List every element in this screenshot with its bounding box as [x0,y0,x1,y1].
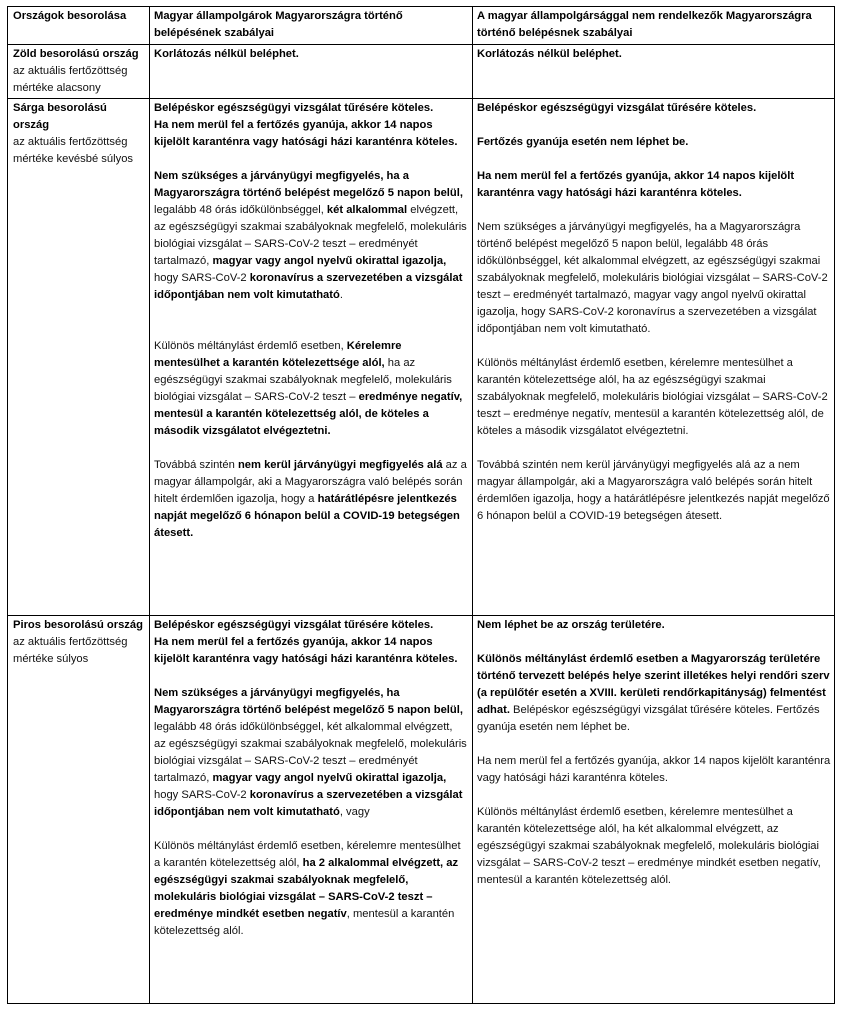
header-cell-noncitizens [472,8,836,42]
red-country-desc: az aktuális fertőzöttség mértéke súlyos [13,636,128,665]
header-noncitizens: A magyar állampolgársággal nem rendelkezők Magyarországra történő belépésnek szabályai [477,10,812,39]
red-noncitizens-p4: Különös méltánylást érdemlő esetben, kérelemre mentesülhet a karantén kötelezettsége alól, ha két alkalommal elvégzett, az egészségügyi szakmai szabályoknak megfelelő, molekuláris biológiai vizsgálat – SARS-CoV-2 teszt – eredménye mindkét esetben negatív, mentesül a karantén kötelezettség alól. [477,806,821,886]
red-citizens-p3: Nem szükséges a járványügyi megfigyelés, ha Magyarországra történő belépést megelőző 5 napon belül, legalább 48 órás időkülönbséggel, két alkalommal elvégzett, az egészségügyi szakmai szabályoknak megfelelő, molekuláris biológiai vizsgálat – SARS-CoV-2 teszt – eredményét tartalmazó, magyar vagy angol nyelvű okirattal igazolja, hogy SARS-CoV-2 koronavírus a szervezetében a vizsgálat időpontjában nem volt kimutatható, vagy [154,687,467,818]
yellow-noncitizens-p2: Fertőzés gyanúja esetén nem léphet be. [477,136,689,148]
yellow-citizens-p2: Ha nem merül fel a fertőzés gyanúja, akkor 14 napos kijelölt karanténra vagy hatósági házi karanténra köteles. [154,119,458,148]
yellow-noncitizens-cell [472,100,836,525]
red-country-name: Piros besorolású ország [13,619,143,631]
rules-table [7,6,835,1004]
row-divider [8,44,834,45]
red-citizens-p4: Különös méltánylást érdemlő esetben, kérelemre mentesülhet a karantén kötelezettség alól, ha 2 alkalommal elvégzett, az egészségügyi szakmai szabályoknak megfelelő, molekuláris biológiai vizsgálat – SARS-CoV-2 teszt – eredménye mindkét esetben negatív, mentesül a karantén kötelezettség alól. [154,840,461,937]
red-citizens-cell [149,617,472,940]
red-citizens-p1: Belépéskor egészségügyi vizsgálat tűrésére köteles. [154,619,434,631]
header-cell-citizens [149,8,472,42]
red-country-cell [8,617,149,668]
green-citizens-cell [149,46,472,63]
red-noncitizens-p3: Ha nem merül fel a fertőzés gyanúja, akkor 14 napos kijelölt karanténra vagy hatósági házi karanténra köteles. [477,755,831,784]
yellow-noncitizens-p5: Különös méltánylást érdemlő esetben, kérelemre mentesülhet a karantén kötelezettsége alól, ha az egészségügyi szakmai szabályoknak megfelelő, molekuláris biológiai vizsgálat – SARS-CoV-2 teszt – eredménye negatív, mentesül a karantén kötelezettség alól, de köteles a második vizsgálatot elvégeztetni. [477,357,828,437]
yellow-noncitizens-p6: Továbbá szintén nem kerül járványügyi megfigyelés alá az a nem magyar állampolgár, aki a Magyarországra való belépés során hitelt érdemlően igazolja, hogy a határátlépésre jelentkezés napját megelőző 6 hónapon belül a COVID-19 betegségen átesett. [477,459,830,522]
green-noncitizens-cell [472,46,836,63]
green-citizens-rule: Korlátozás nélkül beléphet. [154,48,299,60]
yellow-citizens-p1: Belépéskor egészségügyi vizsgálat tűrésére köteles. [154,102,434,114]
yellow-country-cell [8,100,149,168]
yellow-citizens-p4: Különös méltánylást érdemlő esetben, Kérelemre mentesülhet a karantén kötelezettsége alól, ha az egészségügyi szakmai szabályoknak megfelelő, molekuláris biológiai vizsgálat – SARS-CoV-2 teszt – eredménye negatív, mentesül a karantén kötelezettség alól, de köteles a második vizsgálatot elvégeztetni. [154,340,463,437]
yellow-citizens-p3: Nem szükséges a járványügyi megfigyelés, ha a Magyarországra történő belépést megelőző 5 napon belül, legalább 48 órás időkülönbséggel, két alkalommal elvégzett, az egészségügyi szakmai szabályoknak megfelelő, molekuláris biológiai vizsgálat – SARS-CoV-2 teszt – eredményét tartalmazó, magyar vagy angol nyelvű okirattal igazolja, hogy SARS-CoV-2 koronavírus a szervezetében a vizsgálat időpontjában nem volt kimutatható. [154,170,467,301]
row-divider [8,615,834,616]
green-country-cell [8,46,149,97]
red-noncitizens-p1: Nem léphet be az ország területére. [477,619,665,631]
green-country-name: Zöld besorolású ország [13,48,139,60]
yellow-noncitizens-p1: Belépéskor egészségügyi vizsgálat tűrésére köteles. [477,102,757,114]
yellow-noncitizens-p3: Ha nem merül fel a fertőzés gyanúja, akkor 14 napos kijelölt karanténra vagy hatósági házi karanténra köteles. [477,170,795,199]
yellow-country-desc: az aktuális fertőzöttség mértéke kevésbé súlyos [13,136,134,165]
header-classification: Országok besorolása [13,10,127,22]
red-noncitizens-cell [472,617,836,889]
red-citizens-p2: Ha nem merül fel a fertőzés gyanúja, akkor 14 napos kijelölt karanténra vagy hatósági házi karanténra köteles. [154,636,458,665]
red-noncitizens-p2: Különös méltánylást érdemlő esetben a Magyarország területére történő tervezett belépés helye szerint illetékes helyi rendőri szerv (a repülőtér esetén a XVIII. kerületi rendőrkapitányság) felmentést adhat. Belépéskor egészségügyi vizsgálat tűrésére köteles. Fertőzés gyanúja esetén nem léphet be. [477,653,830,733]
yellow-noncitizens-p4: Nem szükséges a járványügyi megfigyelés, ha a Magyarországra történő belépést megelőző 5 napon belül, legalább 48 órás időkülönbséggel, két alkalommal elvégzett, az egészségügyi szakmai szabályoknak megfelelő, molekuláris biológiai vizsgálat – SARS-CoV-2 teszt – eredményét tartalmazó, magyar vagy angol nyelvű okirattal igazolja, hogy SARS-CoV-2 koronavírus a szervezetében a vizsgálat időpontjában nem volt kimutatható. [477,221,828,335]
green-noncitizens-rule: Korlátozás nélkül beléphet. [477,48,622,60]
yellow-country-name: Sárga besorolású ország [13,102,107,131]
header-citizens: Magyar állampolgárok Magyarországra történő belépésének szabályai [154,10,403,39]
yellow-citizens-cell [149,100,472,542]
header-cell-classification [8,8,149,25]
row-divider [8,98,834,99]
green-country-desc: az aktuális fertőzöttség mértéke alacsony [13,65,128,94]
yellow-citizens-p5: Továbbá szintén nem kerül járványügyi megfigyelés alá az a magyar állampolgár, aki a Magyarországra való belépés során hitelt érdemlően igazolja, hogy a határátlépésre jelentkezés napját megelőző 6 hónapon belül a COVID-19 betegségen átesett. [154,459,467,539]
